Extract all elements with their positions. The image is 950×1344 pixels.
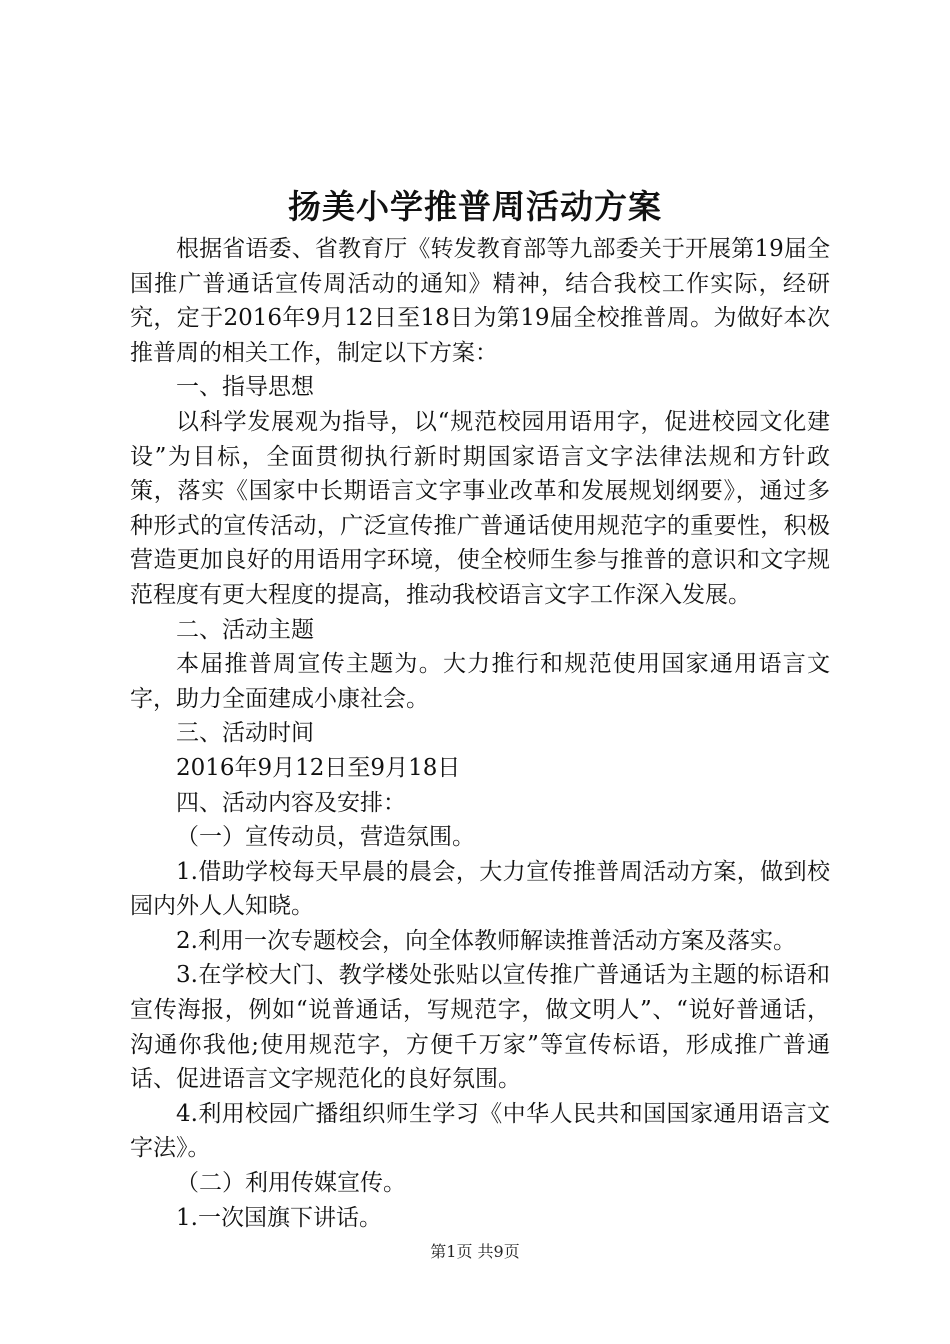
time-paragraph: 2016年9月12日至9月18日	[176, 754, 461, 781]
guiding-ideology-paragraph: 以科学发展观为指导，以“规范校园用语用字，促进校园文化建设”为目标，全面贯彻执行新时期国家语言文字法律法规和方针政策，落实《国家中长期语言文字事业改革和发展规划纲要》，通过多种形式的宣传活动，广泛宣传推广普通话使用规范字的重要性，积极营造更加良好的用语用字环境，使全校师生参与推普的意识和文字规范程度有更大程度的提高，推动我校语言文字工作深入发展。	[130, 408, 830, 608]
section-heading-theme: 二、活动主题	[176, 616, 314, 643]
page-footer: 第1页 共9页	[430, 1242, 520, 1261]
list-item: 1.借助学校每天早晨的晨会，大力宣传推普周活动方案，做到校园内外人人知晓。	[130, 858, 830, 920]
theme-paragraph: 本届推普周宣传主题为。大力推行和规范使用国家通用语言文字，助力全面建成小康社会。	[130, 651, 830, 712]
list-item: 4.利用校园广播组织师生学习《中华人民共和国国家通用语言文字法》。	[130, 1100, 830, 1162]
list-item: 1.一次国旗下讲话。	[176, 1204, 382, 1231]
subsection-heading-publicity: （一）宣传动员，营造氛围。	[176, 824, 475, 851]
subsection-heading-media: （二）利用传媒宣传。	[176, 1170, 406, 1197]
list-item: 2.利用一次专题校会，向全体教师解读推普活动方案及落实。	[176, 927, 796, 954]
document-title: 扬美小学推普周活动方案	[288, 187, 662, 226]
section-heading-content: 四、活动内容及安排：	[176, 789, 406, 816]
list-item: 3.在学校大门、教学楼处张贴以宣传推广普通话为主题的标语和宣传海报，例如“说普通话，写规范字，做文明人”、“说好普通话，沟通你我他;使用规范字，方便千万家”等宣传标语，形成推广普通话、促进语言文字规范化的良好氛围。	[130, 962, 830, 1093]
intro-paragraph: 根据省语委、省教育厅《转发教育部等九部委关于开展第19届全国推广普通话宣传周活动的通知》精神，结合我校工作实际，经研究，定于2016年9月12日至18日为第19届全校推普周。为做好本次推普周的相关工作，制定以下方案：	[130, 236, 830, 366]
section-heading-guiding-ideology: 一、指导思想	[176, 374, 314, 401]
section-heading-time: 三、活动时间	[176, 720, 314, 747]
document-body	[130, 232, 830, 1235]
